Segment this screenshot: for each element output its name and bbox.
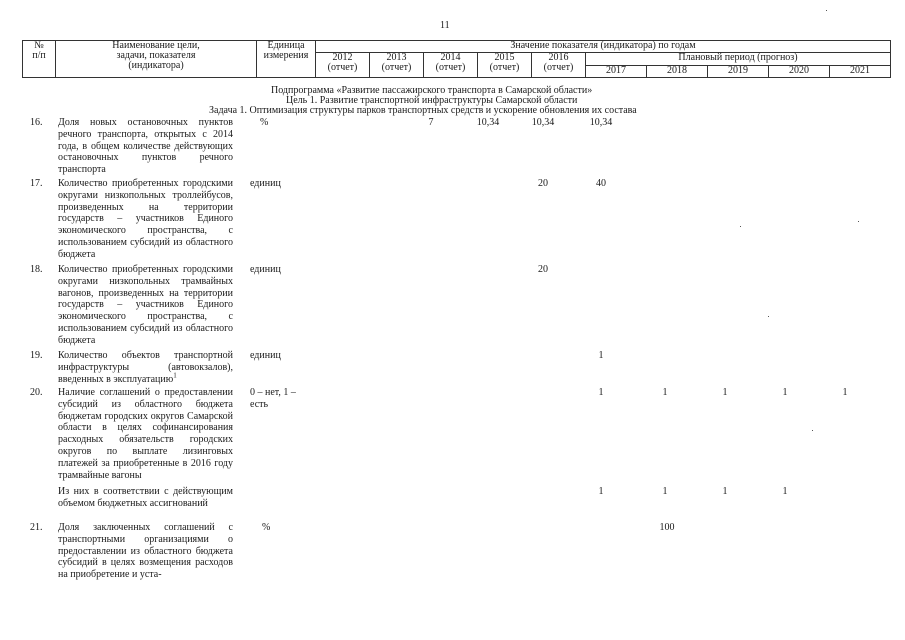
col-name-line: задачи, показателя [116,50,196,61]
indicator-name: Доля новых остановочных пунктов речного транспорта, открытых с 2014 года, в общем количестве действующих остановочных пунктов речного транспорта [58,117,233,176]
row-number: 21. [30,522,43,533]
year-report-header [316,53,370,78]
year-plan-header: 2017 [586,66,647,78]
unit-cell: единиц [250,264,281,275]
scan-speck [812,430,813,431]
year-report-header [532,53,586,78]
goal-title: Цель 1. Развитие транспортной инфраструктуры Самарской области [286,95,578,106]
row-number: 18. [30,264,43,275]
row-number: 17. [30,178,43,189]
value-2018: 100 [659,522,675,533]
scan-speck [768,316,769,317]
year-note: (отчет) [489,62,520,73]
indicator-name-text: Количество объектов транспортной инфраструктуры (автовокзалов), введенных в эксплуатацию [58,350,233,385]
indicator-name: Количество приобретенных городскими округами низкопольных троллейбусов, произведенных на территории государств – участников Единого экономического пространства, с использованием субсидий из областного бюджета [58,178,233,260]
value-2018: 1 [662,486,668,497]
year-plan-header: 2021 [830,66,891,78]
plan-period-header: Плановый период (прогноз) [586,53,891,66]
row-number: 16. [30,117,43,128]
footnote-mark: 1 [173,371,177,380]
value-2019: 1 [722,486,728,497]
year-note: (отчет) [327,62,358,73]
value-2021: 1 [842,387,848,398]
year-note: (отчет) [381,62,412,73]
value-2020: 1 [782,486,788,497]
value-2016: 10,34 [531,117,555,128]
page-number: 11 [440,20,450,31]
subprogram-title: Подпрограмма «Развитие пассажирского транспорта в Самарской области» [271,85,593,96]
value-2017: 40 [596,178,606,189]
value-2018: 1 [662,387,668,398]
year-plan-header: 2019 [708,66,769,78]
indicator-name: Количество приобретенных городскими округами низкопольных трамвайных вагонов, произведенных на территории государств – участников Единого экономического пространства, с использованием субсидий из областного бюджета [58,264,233,346]
unit-cell: % [260,117,269,128]
indicator-name: Наличие соглашений о предоставлении субсидий из областного бюджета бюджетам городских округов Самарской области в целях софинансирования расходных обязательств городских округов по выплате лизинговых платежей за приобретенные в 2016 году трамвайные вагоны [58,387,233,481]
year-label: 2015 [494,52,515,63]
col-name-line: Наименование цели, [112,40,200,51]
col-unit-header [257,41,316,78]
year-label: 2013 [386,52,407,63]
col-values-header: Значение показателя (индикатора) по годам [316,41,891,53]
year-note: (отчет) [543,62,574,73]
col-unit-line: Единица [267,40,305,51]
value-2017: 10,34 [589,117,613,128]
year-label: 2012 [332,52,353,63]
year-report-header [478,53,532,78]
scan-speck [826,10,827,11]
unit-cell: % [262,522,271,533]
col-unit-line: измерения [263,50,309,61]
scan-speck [858,221,859,222]
value-2015: 10,34 [476,117,500,128]
col-num-header [23,41,56,78]
scan-speck [740,226,741,227]
indicator-name: Доля заключенных соглашений с транспортными организациями о предоставлении из областного бюджета субсидий в целях возмещения расходов на приобретение и уста- [58,522,233,581]
year-note: (отчет) [435,62,466,73]
indicator-name [58,350,233,385]
value-2017: 1 [598,350,604,361]
value-2016: 20 [538,178,548,189]
value-2017: 1 [598,387,604,398]
indicator-table-header [22,40,891,78]
year-label: 2014 [440,52,461,63]
year-plan-header: 2018 [647,66,708,78]
year-plan-header: 2020 [769,66,830,78]
task-title: Задача 1. Оптимизация структуры парков транспортных средств и ускорение обновления их состава [209,105,637,116]
col-num-line: п/п [32,50,46,61]
col-name-header [56,41,257,78]
value-2014: 7 [428,117,434,128]
year-report-header [424,53,478,78]
col-name-line: (индикатора) [128,60,184,71]
row-number: 20. [30,387,43,398]
unit-cell: единиц [250,178,281,189]
value-2019: 1 [722,387,728,398]
value-2017: 1 [598,486,604,497]
year-label: 2016 [548,52,569,63]
unit-cell: 0 – нет, 1 – есть [250,387,296,410]
row-number: 19. [30,350,43,361]
indicator-name: Из них в соответствии с действующим объемом бюджетных ассигнований [58,486,233,509]
value-2016: 20 [538,264,548,275]
year-report-header [370,53,424,78]
unit-cell: единиц [250,350,281,361]
value-2020: 1 [782,387,788,398]
col-num-line: № [34,40,44,51]
